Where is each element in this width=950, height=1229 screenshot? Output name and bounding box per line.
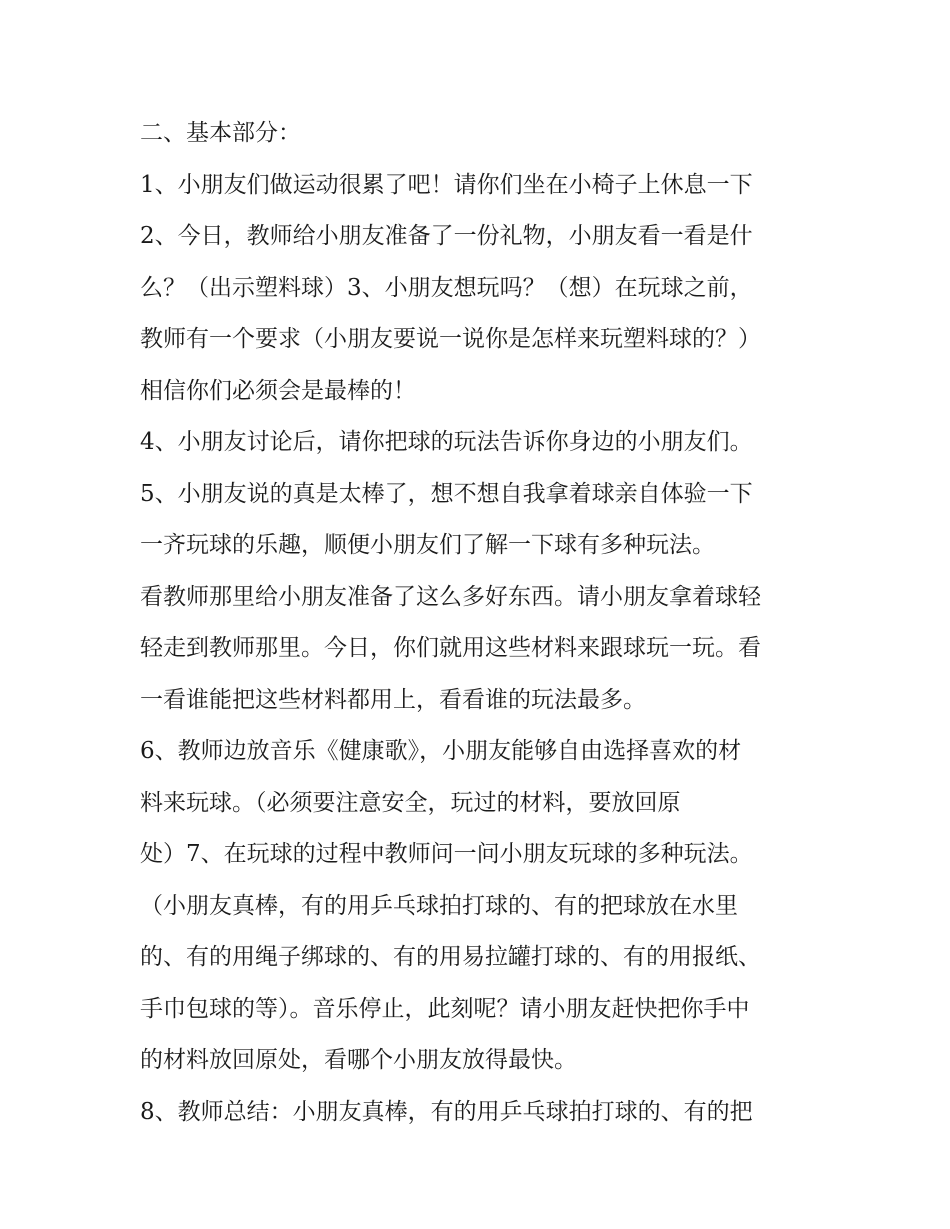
text-line: 一齐玩球的乐趣，顺便小朋友们了解一下球有多种玩法。: [140, 532, 715, 558]
text-line: （小朋友真棒，有的用乒乓球拍打球的、有的把球放在水里: [140, 892, 738, 919]
text-line: 1、小朋友们做运动很累了吧！请你们坐在小椅子上休息一下: [140, 171, 753, 198]
text-line: 一看谁能把这些材料都用上，看看谁的玩法最多。: [140, 686, 646, 713]
text-line: 料来玩球。（必须要注意安全，玩过的材料，要放回原: [140, 789, 681, 816]
text-line: 4、小朋友讨论后，请你把球的玩法告诉你身边的小朋友们。: [140, 429, 753, 455]
text-line: 教师有一个要求（小朋友要说一说你是怎样来玩塑料球的？）: [140, 326, 761, 352]
text-line: 6、教师边放音乐《健康歌》，小朋友能够自由选择喜欢的材: [140, 738, 742, 764]
document-body: [140, 108, 830, 1138]
text-line: 么？（出示塑料球）3、小朋友想玩吗？（想）在玩球之前，: [140, 274, 753, 301]
text-line: 5、小朋友说的真是太棒了，想不想自我拿着球亲自体验一下: [140, 480, 753, 507]
text-line: 手巾包球的等）。音乐停止，此刻呢？请小朋友赶快把你手中: [140, 995, 750, 1022]
section-heading: 二、基本部分：: [140, 120, 301, 146]
text-line: 看教师那里给小朋友准备了这么多好东西。请小朋友拿着球轻: [140, 583, 761, 610]
text-line: 8、教师总结：小朋友真棒，有的用乒乓球拍打球的、有的把: [140, 1098, 753, 1125]
text-line: 相信你们必须会是最棒的！: [140, 377, 416, 404]
text-line: 的材料放回原处，看哪个小朋友放得最快。: [140, 1047, 577, 1073]
text-line: 2、今日，教师给小朋友准备了一份礼物，小朋友看一看是什: [140, 223, 753, 249]
text-line: 的、有的用绳子绑球的、有的用易拉罐打球的、有的用报纸、: [140, 944, 761, 970]
text-line: 轻走到教师那里。今日，你们就用这些材料来跟球玩一玩。看: [140, 635, 761, 661]
text-line: 处）7、在玩球的过程中教师问一问小朋友玩球的多种玩法。: [140, 841, 753, 867]
